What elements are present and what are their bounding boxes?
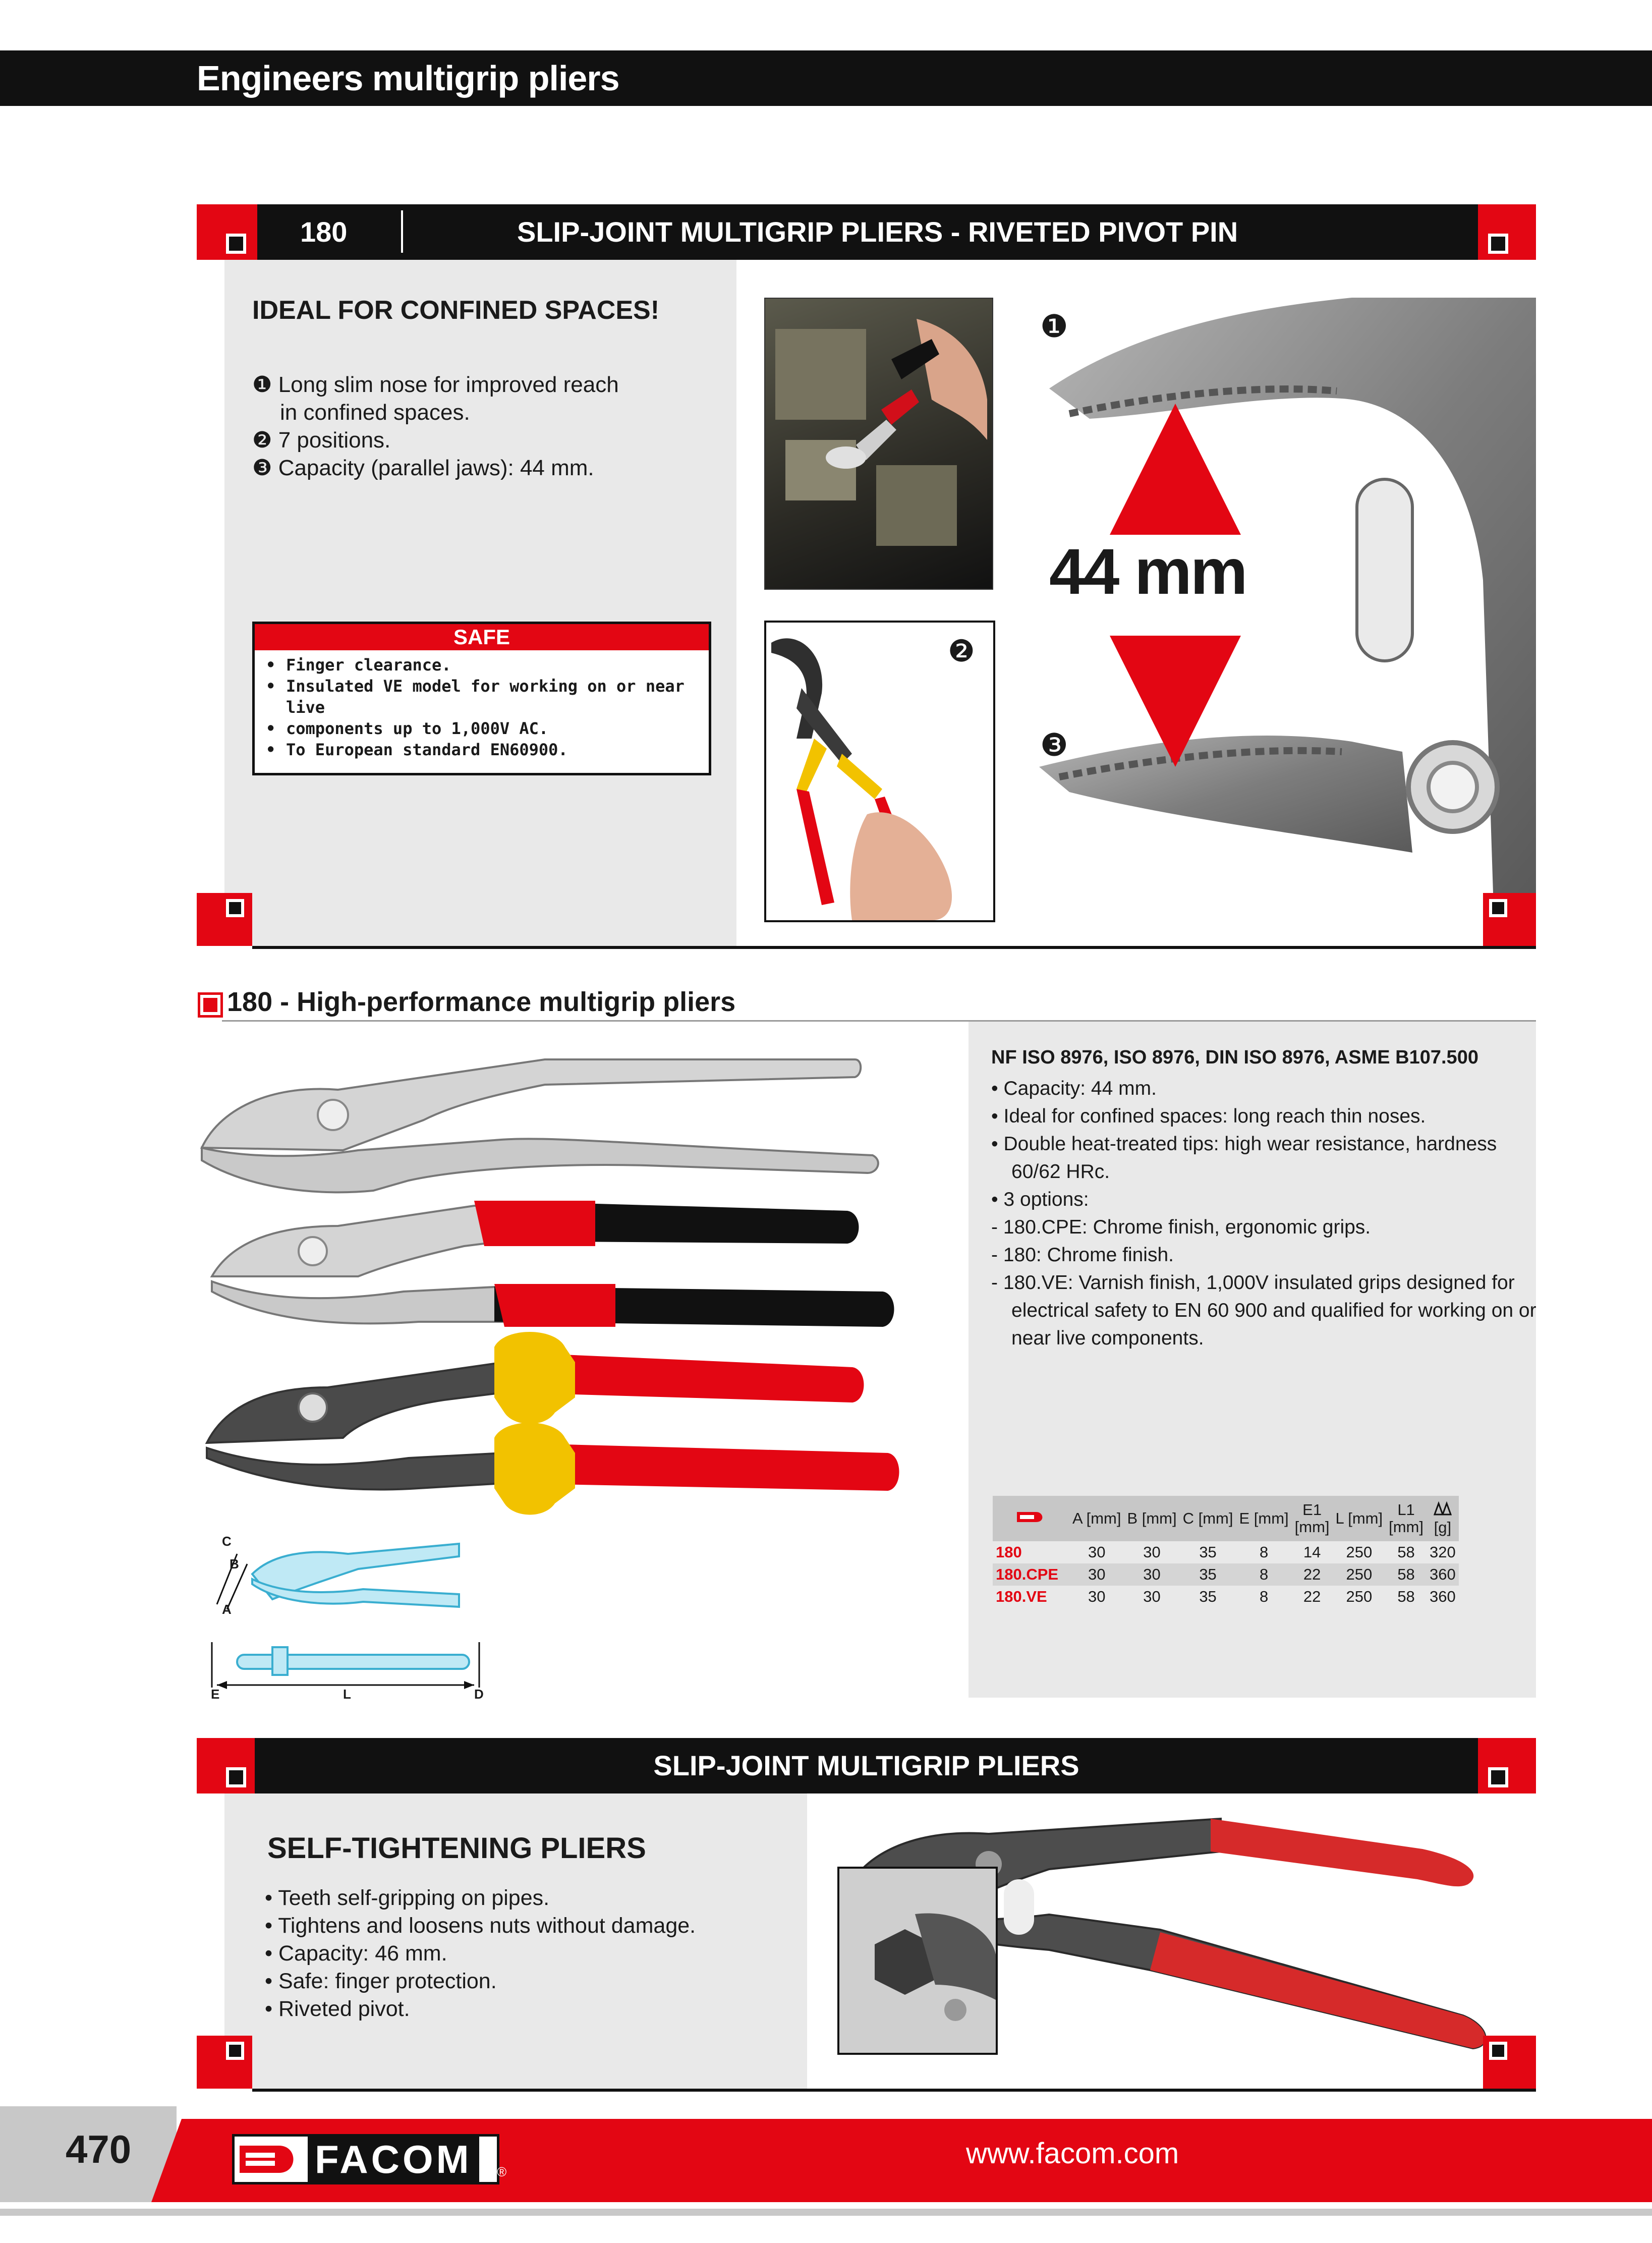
machine-photo-illustration — [765, 299, 992, 589]
table-cell: 14 — [1303, 1543, 1321, 1561]
facom-brand-text: FACOM — [308, 2137, 479, 2182]
table-cell: 35 — [1199, 1588, 1217, 1605]
marker-1: ❶ — [1040, 309, 1068, 344]
dim-label-c: C — [222, 1534, 232, 1549]
table-cell: 35 — [1180, 1563, 1236, 1586]
feature-text-3: Capacity (parallel jaws): 44 mm. — [278, 456, 594, 480]
feature-text-2: 7 positions. — [278, 428, 391, 453]
section1-bottom-rule — [252, 946, 1536, 949]
table-row — [993, 1541, 1459, 1563]
table-row — [993, 1563, 1459, 1586]
col-header-l1: L1 [mm] — [1386, 1496, 1427, 1541]
up-arrow — [1110, 404, 1241, 535]
table-cell: 8 — [1259, 1588, 1269, 1605]
photo-insulated-pliers — [764, 621, 995, 922]
spec-bullet: electrical safety to EN 60 900 and qualified for working on or — [1011, 1300, 1536, 1321]
table-cell: 8 — [1236, 1563, 1292, 1586]
safe-item: • Insulated VE model for working on or near live — [266, 676, 709, 718]
section3-corner-left — [197, 2036, 252, 2089]
table-cell: 58 — [1397, 1543, 1415, 1561]
safe-list — [266, 654, 709, 760]
section2-heading: 180 - High-performance multigrip pliers — [227, 987, 736, 1017]
page-title: Engineers multigrip pliers — [197, 59, 619, 98]
col-header-e1: E1 [mm] — [1292, 1496, 1333, 1541]
feature-2 — [252, 426, 390, 454]
table-cell: 30 — [1069, 1563, 1124, 1586]
inset-photo-nut — [837, 1867, 998, 2055]
section3-right-tab — [1478, 1738, 1536, 1793]
header-divider — [401, 210, 403, 253]
ref-cell: 180.CPE — [993, 1563, 1069, 1586]
feature-1 — [252, 371, 619, 399]
table-cell: 30 — [1124, 1563, 1179, 1586]
table-cell: 360 — [1427, 1563, 1459, 1586]
dim-label-b: B — [230, 1556, 239, 1572]
pliers-illustration — [192, 1039, 908, 1544]
table-cell: 22 — [1292, 1563, 1333, 1586]
page-header-bar — [0, 50, 1652, 106]
section1-text-panel — [224, 260, 736, 946]
col-header-weight: [g] — [1427, 1496, 1459, 1541]
dimension-label: 44 mm — [1049, 536, 1246, 608]
dim-label-a: A — [222, 1602, 232, 1617]
reference-icon-header — [993, 1496, 1069, 1541]
photo-pliers-in-machine — [764, 298, 993, 590]
table-cell: 30 — [1143, 1543, 1161, 1561]
spec-bullet: - 180: Chrome finish. — [991, 1244, 1174, 1266]
ref-cell: 180.VE — [996, 1588, 1047, 1605]
feature-number-1: ❶ — [252, 372, 272, 397]
safe-item: • To European standard EN60900. — [266, 739, 709, 760]
standards: NF ISO 8976, ISO 8976, DIN ISO 8976, ASME B107.500 — [991, 1047, 1478, 1068]
dimension-diagram-top — [202, 1627, 504, 1703]
facom-logo — [232, 2134, 499, 2184]
section3-bullet: • Teeth self-gripping on pipes. — [265, 1886, 550, 1910]
section3-left-tab — [197, 1738, 255, 1793]
dim-label-l: L — [343, 1687, 351, 1702]
spec-bullet: near live components. — [1011, 1327, 1204, 1349]
safe-item-cont: • components up to 1,000V AC. — [266, 718, 709, 739]
section3-title: SLIP-JOINT MULTIGRIP PLIERS — [653, 1750, 1079, 1781]
dim-label-e: E — [211, 1687, 220, 1702]
section1-right-tab — [1478, 204, 1536, 260]
col-header-l: L [mm] — [1333, 1496, 1386, 1541]
registered-mark: ® — [497, 2164, 507, 2179]
spec-bullets — [991, 1075, 1536, 1352]
section3-bullet: • Safe: finger protection. — [265, 1969, 497, 1993]
section1-left-tab — [197, 204, 257, 260]
safe-title: SAFE — [255, 624, 709, 650]
safe-box — [252, 622, 711, 775]
spec-table — [993, 1496, 1459, 1608]
section1-corner-left — [197, 893, 252, 946]
spec-bullet: • Ideal for confined spaces: long reach thin noses. — [991, 1105, 1426, 1127]
table-cell: 35 — [1199, 1543, 1217, 1561]
col-header-e: E [mm] — [1236, 1496, 1292, 1541]
section1-code: 180 — [300, 216, 348, 248]
jaw-capacity-image — [1039, 298, 1536, 893]
ref-cell: 180 — [996, 1543, 1022, 1561]
footer-url[interactable]: www.facom.com — [966, 2137, 1179, 2170]
marker-2: ❷ — [948, 634, 975, 668]
spec-bullet: • Capacity: 44 mm. — [991, 1078, 1157, 1099]
section3-corner-right — [1483, 2036, 1536, 2089]
table-cell: 250 — [1346, 1543, 1373, 1561]
section2-bullet-icon — [198, 992, 223, 1018]
self-tightening-pliers-image — [837, 1804, 1523, 2066]
col-header-a: A [mm] — [1069, 1496, 1124, 1541]
spec-bullet: - 180.CPE: Chrome finish, ergonomic grips. — [991, 1216, 1371, 1238]
section3-headline: SELF-TIGHTENING PLIERS — [267, 1832, 646, 1865]
section1-corner-right — [1483, 893, 1536, 946]
table-cell: 30 — [1088, 1543, 1106, 1561]
spec-bullet: • Double heat-treated tips: high wear resistance, hardness — [991, 1133, 1497, 1155]
spec-bullet: 60/62 HRc. — [1011, 1161, 1110, 1183]
table-cell: 250 — [1346, 1588, 1373, 1605]
section3-bottom-rule — [252, 2089, 1536, 2092]
table-cell: 320 — [1430, 1543, 1456, 1561]
table-cell: 8 — [1259, 1543, 1269, 1561]
table-cell: 250 — [1333, 1563, 1386, 1586]
dim-label-d: D — [474, 1687, 484, 1702]
col-header-c: C [mm] — [1180, 1496, 1236, 1541]
table-cell: 22 — [1303, 1588, 1321, 1605]
section1-title: SLIP-JOINT MULTIGRIP PLIERS - RIVETED PIVOT PIN — [517, 216, 1238, 248]
facom-logo-icon — [239, 2144, 299, 2175]
table-cell: 58 — [1386, 1563, 1427, 1586]
footer-bottom-line — [0, 2209, 1652, 2216]
marker-3: ❸ — [1040, 728, 1068, 763]
table-cell: 30 — [1143, 1588, 1161, 1605]
table-cell: 30 — [1088, 1588, 1106, 1605]
product-pliers-image — [192, 1039, 908, 1544]
page-number: 470 — [66, 2127, 132, 2171]
section3-bullets — [265, 1884, 696, 2023]
inset-nut-illustration — [839, 1869, 996, 2053]
feature-number-2: ❷ — [252, 428, 272, 453]
section3-bullet: • Riveted pivot. — [265, 1997, 410, 2021]
section3-bullet: • Tightens and loosens nuts without damage. — [265, 1914, 696, 1938]
feature-number-3: ❸ — [252, 456, 272, 480]
table-cell: 58 — [1397, 1588, 1415, 1605]
section1-header-bar — [257, 204, 1478, 260]
table-header-row — [993, 1496, 1459, 1541]
section3-header-bar — [255, 1738, 1478, 1793]
section3-bullet: • Capacity: 46 mm. — [265, 1941, 447, 1966]
dimension-diagram-side — [197, 1534, 499, 1624]
weight-icon — [1434, 1501, 1452, 1516]
spec-bullet: • 3 options: — [991, 1189, 1089, 1210]
feature-text-1: Long slim nose for improved reach — [278, 372, 619, 397]
feature-3 — [252, 454, 594, 482]
safe-item: • Finger clearance. — [266, 654, 709, 676]
table-cell: 360 — [1430, 1588, 1456, 1605]
spec-bullet: - 180.VE: Varnish finish, 1,000V insulated grips designed for — [991, 1272, 1515, 1294]
feature-1-cont: in confined spaces. — [280, 400, 470, 425]
table-row — [993, 1586, 1459, 1608]
facom-ref-icon — [1016, 1509, 1046, 1525]
col-header-b: B [mm] — [1124, 1496, 1179, 1541]
section1-headline: IDEAL FOR CONFINED SPACES! — [252, 296, 660, 325]
